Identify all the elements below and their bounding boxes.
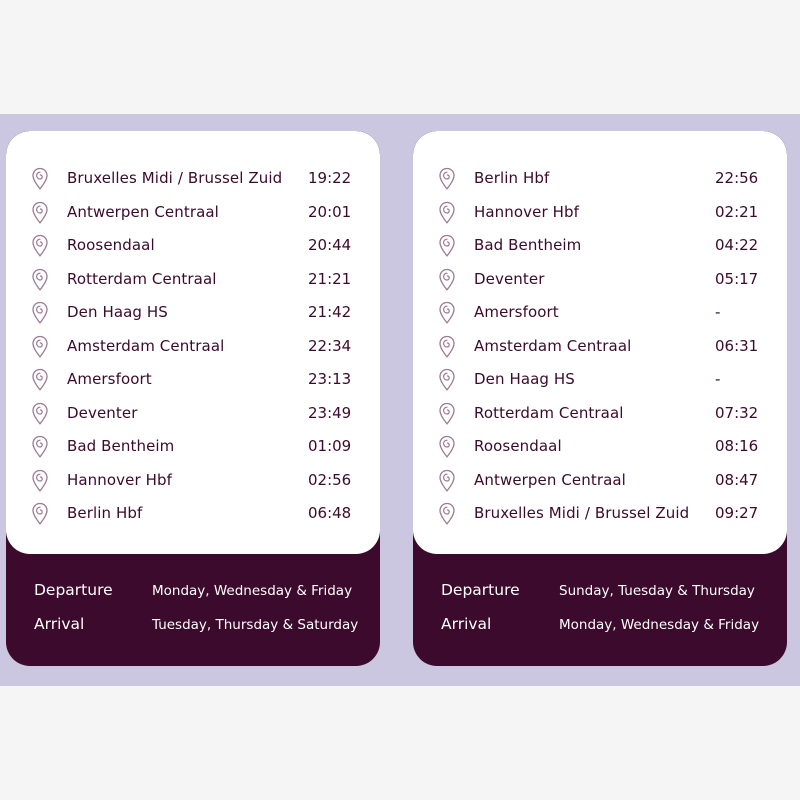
- stop-name: Berlin Hbf: [474, 169, 550, 187]
- stop-row: [6, 165, 380, 198]
- location-pin-icon: [31, 268, 49, 292]
- location-pin-icon: [31, 234, 49, 258]
- location-pin-icon: [438, 502, 456, 526]
- stop-row: [6, 500, 380, 533]
- location-pin-icon: [31, 469, 49, 493]
- stop-name: Den Haag HS: [474, 370, 575, 388]
- stop-row: [413, 366, 787, 399]
- location-pin-icon: [31, 335, 49, 359]
- departure-row: [6, 581, 380, 607]
- stop-row: [413, 400, 787, 433]
- location-pin-icon: [31, 201, 49, 225]
- stop-name: Deventer: [474, 269, 545, 288]
- stop-time: 19:22: [308, 169, 352, 187]
- stop-name: Deventer: [67, 403, 138, 422]
- stop-time: 08:16: [715, 437, 759, 455]
- location-pin-icon: [438, 469, 456, 493]
- stop-name: Roosendaal: [474, 437, 562, 455]
- stop-name: Rotterdam Centraal: [474, 403, 624, 422]
- stop-name: Antwerpen Centraal: [67, 202, 219, 221]
- stop-time: 21:21: [308, 269, 352, 288]
- stop-name: Bruxelles Midi / Brussel Zuid: [67, 169, 283, 187]
- arrival-label: Arrival: [34, 615, 85, 633]
- location-pin-icon: [438, 234, 456, 258]
- stop-time: 22:56: [715, 169, 759, 187]
- stop-time: -: [715, 370, 721, 388]
- stop-name: Amersfoort: [67, 370, 152, 388]
- stop-time: 22:34: [308, 336, 352, 355]
- stop-name: Amsterdam Centraal: [67, 336, 225, 355]
- stop-row: [6, 433, 380, 466]
- location-pin-icon: [438, 301, 456, 325]
- location-pin-icon: [438, 201, 456, 225]
- timetable-card-return: [413, 131, 787, 666]
- arrival-row: [413, 615, 787, 641]
- location-pin-icon: [438, 335, 456, 359]
- stop-time: 06:48: [308, 504, 352, 522]
- stop-time: 09:27: [715, 504, 759, 522]
- stop-row: [413, 299, 787, 332]
- stop-name: Bad Bentheim: [67, 437, 175, 455]
- stop-row: [6, 333, 380, 366]
- departure-label: Departure: [441, 581, 520, 599]
- location-pin-icon: [31, 167, 49, 191]
- stops-panel: [6, 131, 380, 554]
- stop-row: [6, 199, 380, 232]
- location-pin-icon: [438, 402, 456, 426]
- stop-name: Den Haag HS: [67, 303, 168, 321]
- stop-row: [413, 165, 787, 198]
- stop-time: 02:21: [715, 202, 759, 221]
- stop-row: [413, 266, 787, 299]
- departure-label: Departure: [34, 581, 113, 599]
- stop-name: Roosendaal: [67, 236, 155, 254]
- stop-row: [6, 400, 380, 433]
- stop-row: [6, 467, 380, 500]
- departure-days: Monday, Wednesday & Friday: [152, 583, 353, 599]
- location-pin-icon: [31, 402, 49, 426]
- stop-row: [6, 299, 380, 332]
- stop-name: Amersfoort: [474, 303, 559, 321]
- stop-time: 01:09: [308, 437, 352, 455]
- arrival-label: Arrival: [441, 615, 492, 633]
- location-pin-icon: [438, 167, 456, 191]
- stop-time: 06:31: [715, 336, 759, 355]
- location-pin-icon: [438, 368, 456, 392]
- stop-time: 05:17: [715, 269, 759, 288]
- stop-time: 07:32: [715, 403, 759, 422]
- location-pin-icon: [31, 301, 49, 325]
- arrival-days: Monday, Wednesday & Friday: [559, 617, 760, 633]
- stop-name: Berlin Hbf: [67, 504, 143, 522]
- stop-time: -: [715, 303, 721, 321]
- stop-time: 08:47: [715, 470, 759, 489]
- stop-name: Hannover Hbf: [474, 202, 579, 221]
- location-pin-icon: [438, 268, 456, 292]
- departure-days: Sunday, Tuesday & Thursday: [559, 583, 755, 599]
- stop-name: Antwerpen Centraal: [474, 470, 626, 489]
- location-pin-icon: [438, 435, 456, 459]
- stop-row: [413, 467, 787, 500]
- stop-row: [6, 366, 380, 399]
- stop-name: Hannover Hbf: [67, 470, 172, 489]
- arrival-days: Tuesday, Thursday & Saturday: [152, 617, 359, 633]
- stop-row: [413, 232, 787, 265]
- stop-row: [413, 500, 787, 533]
- stops-panel: [413, 131, 787, 554]
- stop-time: 04:22: [715, 236, 759, 254]
- timetable-card-outbound: [6, 131, 380, 666]
- stop-name: Amsterdam Centraal: [474, 336, 632, 355]
- stop-time: 23:13: [308, 370, 352, 388]
- stop-time: 20:01: [308, 202, 352, 221]
- stop-name: Rotterdam Centraal: [67, 269, 217, 288]
- stop-row: [6, 266, 380, 299]
- stop-name: Bruxelles Midi / Brussel Zuid: [474, 504, 690, 522]
- stop-time: 23:49: [308, 403, 352, 422]
- stop-row: [413, 333, 787, 366]
- stop-row: [413, 433, 787, 466]
- stop-row: [413, 199, 787, 232]
- stop-row: [6, 232, 380, 265]
- stop-name: Bad Bentheim: [474, 236, 582, 254]
- stop-time: 02:56: [308, 470, 352, 489]
- stop-time: 21:42: [308, 303, 352, 321]
- location-pin-icon: [31, 502, 49, 526]
- stop-time: 20:44: [308, 236, 352, 254]
- location-pin-icon: [31, 368, 49, 392]
- departure-row: [413, 581, 787, 607]
- arrival-row: [6, 615, 380, 641]
- location-pin-icon: [31, 435, 49, 459]
